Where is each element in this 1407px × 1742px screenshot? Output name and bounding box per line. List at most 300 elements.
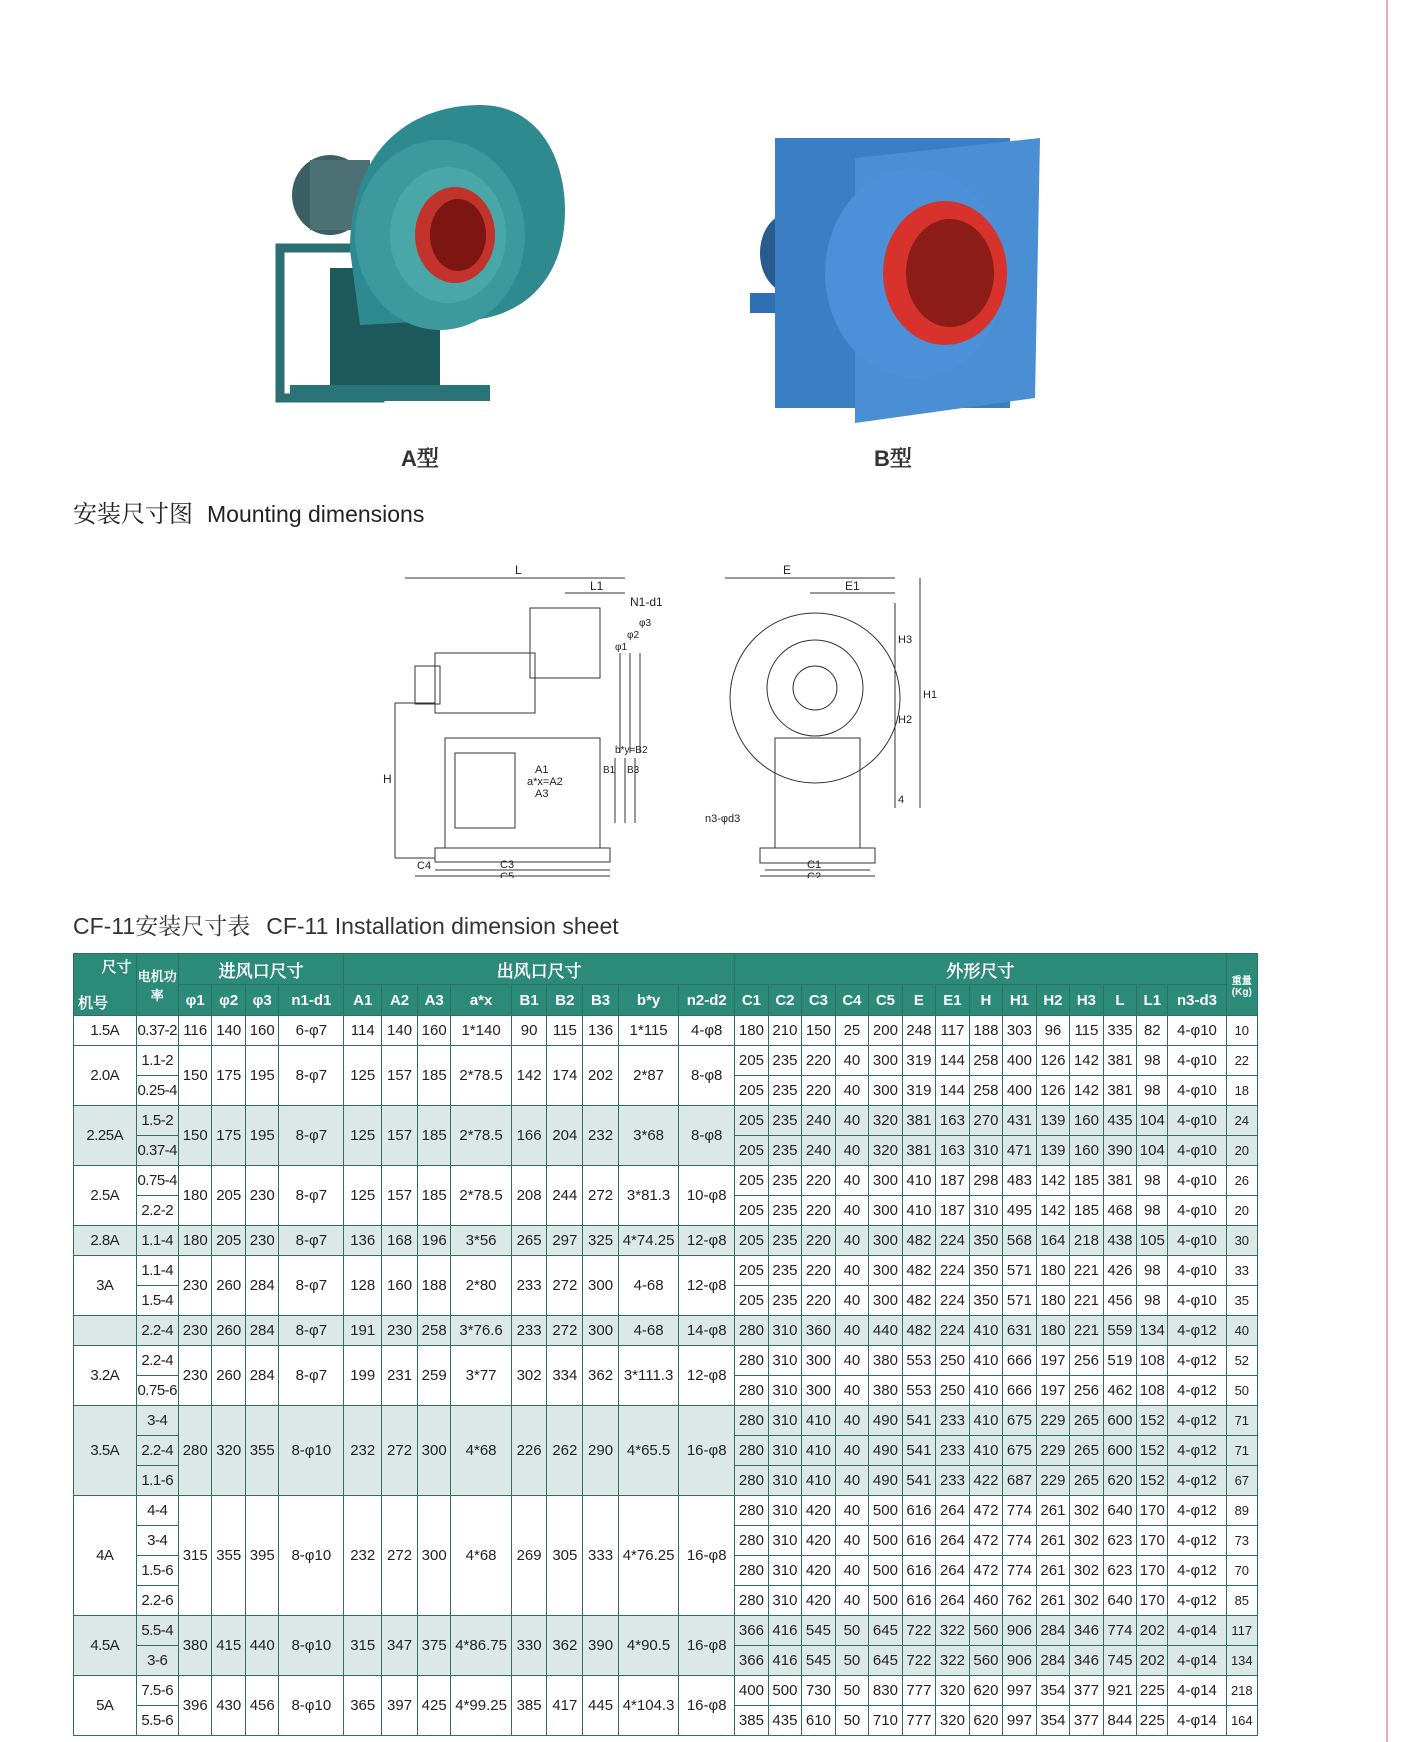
table-cell: 4*90.5 (618, 1616, 678, 1676)
dim-label-L: L (515, 563, 522, 577)
table-cell: 40 (835, 1196, 869, 1226)
table-cell: 40 (835, 1526, 869, 1556)
table-cell: 8-φ10 (279, 1496, 344, 1616)
table-cell: 284 (245, 1256, 279, 1316)
table-cell: 310 (768, 1346, 802, 1376)
table-cell: 272 (583, 1166, 619, 1226)
table-cell: 40 (835, 1166, 869, 1196)
table-cell: 300 (869, 1196, 903, 1226)
table-cell: 997 (1003, 1706, 1037, 1736)
dim-label-A3: A3 (535, 788, 549, 800)
table-cell: 310 (768, 1496, 802, 1526)
table-cell: 410 (969, 1346, 1003, 1376)
table-cell: 290 (583, 1406, 619, 1496)
weight-cell: 73 (1226, 1526, 1257, 1556)
table-cell: 722 (902, 1646, 936, 1676)
table-cell: 3*76.6 (451, 1316, 511, 1346)
table-cell: 188 (969, 1016, 1003, 1046)
table-cell: 416 (768, 1646, 802, 1676)
table-cell: 310 (768, 1556, 802, 1586)
column-header: n1-d1 (279, 985, 344, 1016)
weight-cell: 10 (1226, 1016, 1257, 1046)
table-cell: 218 (1070, 1226, 1104, 1256)
table-cell: 300 (802, 1376, 836, 1406)
column-header: C1 (735, 985, 769, 1016)
table-cell: 160 (417, 1016, 451, 1046)
table-cell: 545 (802, 1646, 836, 1676)
header-corner (74, 954, 137, 1016)
table-cell: 310 (768, 1406, 802, 1436)
table-cell: 272 (547, 1316, 583, 1346)
weight-cell: 33 (1226, 1256, 1257, 1286)
table-cell: 195 (245, 1106, 279, 1166)
table-cell: 8-φ10 (279, 1616, 344, 1676)
table-cell: 170 (1137, 1526, 1168, 1556)
table-cell: 410 (902, 1196, 936, 1226)
model-cell: 2.0A (74, 1046, 137, 1106)
table-title-zh: CF-11安装尺寸表 (73, 913, 251, 939)
table-cell: 420 (802, 1526, 836, 1556)
table-cell: 435 (768, 1706, 802, 1736)
table-cell: 377 (1070, 1676, 1104, 1706)
table-cell: 777 (902, 1676, 936, 1706)
table-cell: 774 (1003, 1526, 1037, 1556)
table-cell: 666 (1003, 1346, 1037, 1376)
table-cell: 117 (936, 1016, 970, 1046)
table-cell: 300 (869, 1226, 903, 1256)
motor-power-cell: 1.5-2 (136, 1106, 178, 1136)
table-cell: 303 (1003, 1016, 1037, 1046)
table-cell: 415 (212, 1616, 246, 1676)
table-cell: 354 (1036, 1706, 1070, 1736)
table-cell: 185 (1070, 1166, 1104, 1196)
table-cell: 395 (245, 1496, 279, 1616)
table-cell: 280 (735, 1496, 769, 1526)
motor-power-cell: 5.5-6 (136, 1706, 178, 1736)
table-cell: 258 (417, 1316, 451, 1346)
dim-label-L1: L1 (590, 579, 604, 593)
table-cell: 620 (969, 1706, 1003, 1736)
weight-cell: 20 (1226, 1196, 1257, 1226)
table-cell: 160 (1070, 1136, 1104, 1166)
table-cell: 230 (178, 1256, 212, 1316)
table-cell: 640 (1103, 1496, 1137, 1526)
table-cell: 205 (735, 1196, 769, 1226)
table-cell: 722 (902, 1616, 936, 1646)
table-cell: 98 (1137, 1076, 1168, 1106)
table-cell: 126 (1036, 1046, 1070, 1076)
table-cell: 98 (1137, 1166, 1168, 1196)
table-cell: 397 (382, 1676, 418, 1736)
table-cell: 410 (969, 1436, 1003, 1466)
table-cell: 385 (735, 1706, 769, 1736)
table-cell: 50 (835, 1676, 869, 1706)
table-cell: 205 (212, 1166, 246, 1226)
table-cell: 16-φ8 (679, 1406, 735, 1496)
column-header: n3-d3 (1168, 985, 1226, 1016)
table-cell: 265 (511, 1226, 547, 1256)
table-cell: 710 (869, 1706, 903, 1736)
table-cell: 4-φ10 (1168, 1256, 1226, 1286)
table-cell: 553 (902, 1346, 936, 1376)
table-cell: 366 (735, 1616, 769, 1646)
table-cell: 244 (547, 1166, 583, 1226)
table-cell: 264 (936, 1586, 970, 1616)
table-cell: 380 (869, 1346, 903, 1376)
table-cell: 500 (768, 1676, 802, 1706)
table-cell: 260 (212, 1256, 246, 1316)
table-cell: 4-φ12 (1168, 1496, 1226, 1526)
table-cell: 144 (936, 1046, 970, 1076)
table-cell: 460 (969, 1586, 1003, 1616)
table-cell: 205 (212, 1226, 246, 1256)
table-cell: 229 (1036, 1436, 1070, 1466)
table-cell: 142 (1036, 1166, 1070, 1196)
table-cell: 205 (735, 1046, 769, 1076)
table-cell: 355 (212, 1496, 246, 1616)
table-cell: 3*77 (451, 1346, 511, 1406)
table-cell: 302 (1070, 1556, 1104, 1586)
table-cell: 4-φ14 (1168, 1676, 1226, 1706)
table-cell: 310 (768, 1316, 802, 1346)
motor-power-cell: 7.5-6 (136, 1676, 178, 1706)
table-cell: 365 (344, 1676, 382, 1736)
table-cell: 150 (178, 1046, 212, 1106)
table-cell: 256 (1070, 1346, 1104, 1376)
table-cell: 666 (1003, 1376, 1037, 1406)
dim-label-H1: H1 (923, 689, 938, 701)
table-cell: 335 (1103, 1016, 1137, 1046)
table-cell: 248 (902, 1016, 936, 1046)
table-cell: 258 (969, 1046, 1003, 1076)
table-cell: 417 (547, 1676, 583, 1736)
table-cell: 310 (768, 1376, 802, 1406)
table-row (74, 1676, 1258, 1706)
weight-cell: 35 (1226, 1286, 1257, 1316)
table-cell: 229 (1036, 1466, 1070, 1496)
table-cell: 8-φ7 (279, 1256, 344, 1316)
table-row (74, 1496, 1258, 1526)
dim-label-phi2: φ2 (627, 630, 640, 641)
header-corner-top: 尺寸 (101, 959, 132, 976)
motor-power-cell: 2.2-4 (136, 1316, 178, 1346)
column-header: B1 (511, 985, 547, 1016)
table-cell: 616 (902, 1586, 936, 1616)
table-cell: 4-φ12 (1168, 1556, 1226, 1586)
dim-label-B2: b*y=B2 (615, 745, 648, 756)
table-cell: 4*104.3 (618, 1676, 678, 1736)
column-header: C3 (802, 985, 836, 1016)
table-cell: 830 (869, 1676, 903, 1706)
table-cell: 152 (1137, 1406, 1168, 1436)
table-cell: 3*111.3 (618, 1346, 678, 1406)
table-cell: 205 (735, 1226, 769, 1256)
table-cell: 302 (1070, 1586, 1104, 1616)
table-cell: 346 (1070, 1616, 1104, 1646)
table-cell: 224 (936, 1256, 970, 1286)
model-cell: 3A (74, 1256, 137, 1316)
fan-type-b-photo (745, 133, 1045, 433)
motor-power-cell: 2.2-4 (136, 1346, 178, 1376)
table-cell: 8-φ7 (279, 1226, 344, 1256)
weight-cell: 71 (1226, 1406, 1257, 1436)
table-cell: 116 (178, 1016, 212, 1046)
table-cell: 2*78.5 (451, 1046, 511, 1106)
column-header: E (902, 985, 936, 1016)
table-cell: 269 (511, 1496, 547, 1616)
table-cell: 645 (869, 1616, 903, 1646)
table-cell: 410 (802, 1436, 836, 1466)
table-cell: 600 (1103, 1436, 1137, 1466)
weight-cell: 30 (1226, 1226, 1257, 1256)
table-cell: 16-φ8 (679, 1496, 735, 1616)
dim-label-C4: C4 (417, 860, 432, 872)
dim-label-H3: H3 (898, 634, 913, 646)
model-cell: 4A (74, 1496, 137, 1616)
motor-power-cell: 2.2-2 (136, 1196, 178, 1226)
table-cell: 136 (344, 1226, 382, 1256)
table-cell: 4-φ12 (1168, 1526, 1226, 1556)
table-cell: 256 (1070, 1376, 1104, 1406)
table-cell: 82 (1137, 1016, 1168, 1046)
dim-label-A2: a*x=A2 (527, 776, 563, 788)
table-cell: 261 (1036, 1496, 1070, 1526)
table-cell: 385 (511, 1676, 547, 1736)
table-cell: 16-φ8 (679, 1676, 735, 1736)
table-cell: 4*99.25 (451, 1676, 511, 1736)
table-cell: 541 (902, 1406, 936, 1436)
table-cell: 472 (969, 1496, 1003, 1526)
table-cell: 350 (969, 1286, 1003, 1316)
table-cell: 200 (869, 1016, 903, 1046)
table-cell: 300 (583, 1316, 619, 1346)
table-cell: 280 (735, 1436, 769, 1466)
table-cell: 381 (902, 1106, 936, 1136)
table-cell: 163 (936, 1136, 970, 1166)
table-cell: 400 (1003, 1046, 1037, 1076)
table-cell: 8-φ7 (279, 1346, 344, 1406)
table-cell: 174 (547, 1046, 583, 1106)
table-cell: 396 (178, 1676, 212, 1736)
motor-power-cell: 0.75-4 (136, 1166, 178, 1196)
table-cell: 620 (969, 1676, 1003, 1706)
table-cell: 320 (936, 1676, 970, 1706)
table-cell: 4-φ12 (1168, 1586, 1226, 1616)
table-cell: 8-φ8 (679, 1046, 735, 1106)
table-cell: 220 (802, 1256, 836, 1286)
table-cell: 350 (969, 1256, 1003, 1286)
weight-cell: 18 (1226, 1076, 1257, 1106)
table-cell: 50 (835, 1646, 869, 1676)
table-cell: 225 (1137, 1706, 1168, 1736)
column-header: φ3 (245, 985, 279, 1016)
column-header: H (969, 985, 1003, 1016)
table-cell: 272 (382, 1406, 418, 1496)
dim-label-B3: B3 (627, 765, 640, 776)
table-cell: 645 (869, 1646, 903, 1676)
table-cell: 8-φ10 (279, 1406, 344, 1496)
table-cell: 541 (902, 1436, 936, 1466)
table-cell: 136 (583, 1016, 619, 1046)
table-cell: 500 (869, 1526, 903, 1556)
table-cell: 40 (835, 1106, 869, 1136)
column-header: L (1103, 985, 1137, 1016)
table-cell: 224 (936, 1226, 970, 1256)
weight-cell: 52 (1226, 1346, 1257, 1376)
motor-power-cell: 4-4 (136, 1496, 178, 1526)
table-cell: 420 (802, 1496, 836, 1526)
table-cell: 400 (1003, 1076, 1037, 1106)
table-cell: 233 (511, 1256, 547, 1316)
table-cell: 300 (417, 1406, 451, 1496)
table-cell: 280 (735, 1376, 769, 1406)
table-cell: 1*140 (451, 1016, 511, 1046)
table-cell: 490 (869, 1466, 903, 1496)
table-cell: 280 (178, 1406, 212, 1496)
table-cell: 545 (802, 1616, 836, 1646)
column-header: H2 (1036, 985, 1070, 1016)
table-cell: 265 (1070, 1406, 1104, 1436)
table-cell: 128 (344, 1256, 382, 1316)
table-cell: 196 (417, 1226, 451, 1256)
table-cell: 284 (245, 1316, 279, 1346)
table-cell: 4-φ10 (1168, 1076, 1226, 1106)
table-cell: 14-φ8 (679, 1316, 735, 1346)
weight-cell: 26 (1226, 1166, 1257, 1196)
table-cell: 139 (1036, 1106, 1070, 1136)
table-cell: 482 (902, 1256, 936, 1286)
column-header: C5 (869, 985, 903, 1016)
table-cell: 284 (1036, 1646, 1070, 1676)
weight-cell: 20 (1226, 1136, 1257, 1166)
mounting-drawing (375, 558, 955, 883)
table-header (74, 954, 1258, 1016)
table-cell: 346 (1070, 1646, 1104, 1676)
weight-cell: 117 (1226, 1616, 1257, 1646)
column-header: H1 (1003, 985, 1037, 1016)
table-cell: 8-φ7 (279, 1166, 344, 1226)
table-cell: 40 (835, 1376, 869, 1406)
table-cell: 381 (1103, 1046, 1137, 1076)
table-cell: 197 (1036, 1346, 1070, 1376)
table-cell: 3*81.3 (618, 1166, 678, 1226)
section-title-zh: 安装尺寸图 (73, 501, 193, 528)
table-cell: 235 (768, 1196, 802, 1226)
motor-power-cell: 2.2-4 (136, 1436, 178, 1466)
table-cell: 360 (802, 1316, 836, 1346)
table-cell: 4*65.5 (618, 1406, 678, 1496)
weight-cell: 50 (1226, 1376, 1257, 1406)
column-header: b*y (618, 985, 678, 1016)
model-cell: 1.5A (74, 1016, 137, 1046)
dim-label-n3-d3: n3-φd3 (705, 813, 741, 825)
table-cell: 187 (936, 1166, 970, 1196)
table-cell: 310 (969, 1196, 1003, 1226)
table-cell: 230 (245, 1226, 279, 1256)
table-cell: 139 (1036, 1136, 1070, 1166)
table-cell: 265 (1070, 1436, 1104, 1466)
model-cell: 2.8A (74, 1226, 137, 1256)
table-cell: 220 (802, 1196, 836, 1226)
table-cell: 2*78.5 (451, 1166, 511, 1226)
table-cell: 380 (178, 1616, 212, 1676)
table-cell: 490 (869, 1406, 903, 1436)
dim-label-phi3: φ3 (639, 618, 652, 629)
dim-label-C2: C2 (807, 871, 822, 878)
table-cell: 134 (1137, 1316, 1168, 1346)
table-cell: 170 (1137, 1556, 1168, 1586)
table-cell: 166 (511, 1106, 547, 1166)
column-header: A3 (417, 985, 451, 1016)
table-cell: 471 (1003, 1136, 1037, 1166)
table-cell: 4-φ12 (1168, 1466, 1226, 1496)
column-header: B3 (583, 985, 619, 1016)
table-cell: 6-φ7 (279, 1016, 344, 1046)
table-cell: 235 (768, 1256, 802, 1286)
table-cell: 435 (1103, 1106, 1137, 1136)
table-cell: 500 (869, 1556, 903, 1586)
table-cell: 104 (1137, 1136, 1168, 1166)
table-cell: 390 (1103, 1136, 1137, 1166)
table-cell: 221 (1070, 1316, 1104, 1346)
table-cell: 300 (869, 1076, 903, 1106)
table-cell: 40 (835, 1226, 869, 1256)
table-cell: 205 (735, 1136, 769, 1166)
table-cell: 280 (735, 1406, 769, 1436)
table-cell: 180 (1036, 1256, 1070, 1286)
table-cell: 272 (547, 1256, 583, 1316)
table-cell: 4*68 (451, 1496, 511, 1616)
table-row (74, 1166, 1258, 1196)
table-cell: 4-φ10 (1168, 1106, 1226, 1136)
table-cell: 623 (1103, 1556, 1137, 1586)
motor-power-cell: 0.75-6 (136, 1376, 178, 1406)
table-cell: 262 (547, 1406, 583, 1496)
table-cell: 221 (1070, 1256, 1104, 1286)
model-cell (74, 1316, 137, 1346)
table-cell: 774 (1003, 1496, 1037, 1526)
table-cell: 362 (583, 1346, 619, 1406)
mounting-dimensions-title (73, 494, 424, 529)
table-cell: 445 (583, 1676, 619, 1736)
table-cell: 261 (1036, 1586, 1070, 1616)
table-cell: 302 (1070, 1496, 1104, 1526)
table-cell: 438 (1103, 1226, 1137, 1256)
weight-cell: 89 (1226, 1496, 1257, 1526)
table-cell: 108 (1137, 1376, 1168, 1406)
table-cell: 298 (969, 1166, 1003, 1196)
table-cell: 472 (969, 1556, 1003, 1586)
table-cell: 230 (178, 1346, 212, 1406)
table-cell: 300 (417, 1496, 451, 1616)
table-row (74, 1316, 1258, 1346)
table-cell: 260 (212, 1346, 246, 1406)
table-cell: 220 (802, 1046, 836, 1076)
table-cell: 202 (1137, 1646, 1168, 1676)
table-cell: 50 (835, 1706, 869, 1736)
table-cell: 40 (835, 1436, 869, 1466)
weight-cell: 24 (1226, 1106, 1257, 1136)
table-cell: 422 (969, 1466, 1003, 1496)
table-cell: 300 (869, 1256, 903, 1286)
table-cell: 362 (547, 1616, 583, 1676)
table-cell: 114 (344, 1016, 382, 1046)
weight-cell: 71 (1226, 1436, 1257, 1466)
table-cell: 280 (735, 1316, 769, 1346)
fan-type-a-photo (270, 100, 570, 410)
table-cell: 631 (1003, 1316, 1037, 1346)
table-cell: 600 (1103, 1406, 1137, 1436)
